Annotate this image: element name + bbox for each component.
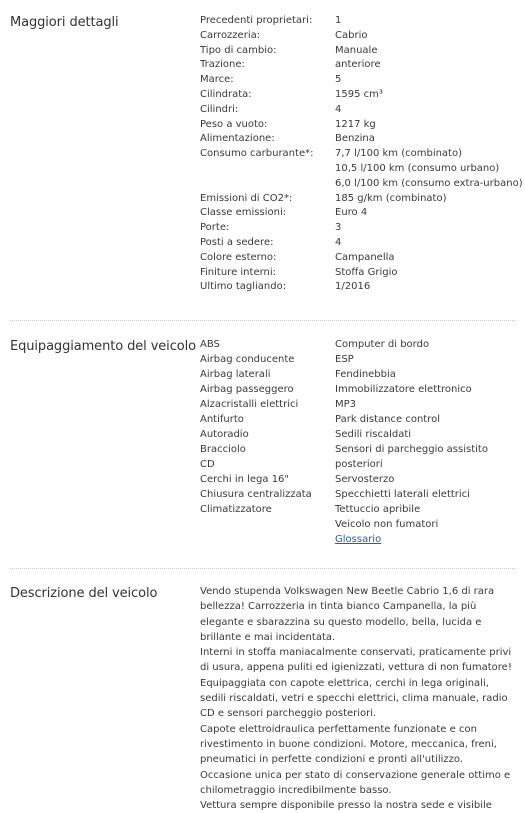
equipment-item: Sedili riscaldati: [335, 429, 412, 440]
equipment-item: MP3: [335, 399, 357, 410]
detail-value: 4: [335, 237, 342, 248]
description-paragraph: Vettura sempre disponibile presso la nostra sede e visibile: [200, 800, 492, 812]
equipment-item: Tettuccio apribile: [335, 504, 421, 515]
detail-label: Precedenti proprietari:: [200, 15, 313, 26]
detail-value: Stoffa Grigio: [335, 266, 398, 278]
equipment-item: Climatizzatore: [200, 504, 272, 515]
detail-value: 185 g/km (combinato): [335, 192, 447, 204]
detail-label: Tipo di cambio:: [200, 44, 277, 56]
detail-value: Manuale: [335, 44, 378, 56]
detail-value: 1: [335, 15, 342, 26]
equipment-item: Airbag passeggero: [200, 384, 294, 395]
equipment-item: Computer di bordo: [335, 339, 430, 350]
equipment-item: posteriori: [335, 459, 383, 470]
detail-label: Consumo carburante*:: [200, 148, 314, 160]
details-section-title: Maggiori dettagli: [10, 15, 119, 30]
equipment-item: Alzacristalli elettrici: [200, 399, 299, 410]
detail-value: 5: [335, 74, 342, 86]
equipment-item: Chiusura centralizzata: [200, 489, 312, 500]
detail-value: Euro 4: [335, 207, 368, 219]
description-paragraph: Equipaggiata con capote elettrica, cerchi in lega originali, sedili riscaldati, vetri e specchi elettrici, clima manuale, radio CD e sensori parcheggio posteriori.: [200, 677, 508, 720]
detail-value: 7,7 l/100 km (combinato): [335, 148, 462, 160]
detail-value: Campanella: [335, 251, 395, 263]
detail-label: Ultimo tagliando:: [200, 281, 287, 293]
equipment-item: Specchietti laterali elettrici: [335, 489, 470, 500]
equipment-item: Antifurto: [200, 414, 244, 425]
equipment-item: Cerchi in lega 16": [200, 474, 290, 485]
detail-value: 10,5 l/100 km (consumo urbano): [335, 163, 500, 174]
detail-value: 4: [335, 103, 342, 115]
equipment-item: ABS: [200, 339, 220, 350]
equipment-item: Autoradio: [200, 429, 249, 440]
detail-label: Cilindrata:: [200, 89, 252, 100]
equipment-item: Servosterzo: [335, 474, 395, 485]
detail-value: 3: [335, 222, 342, 234]
detail-value: 6,0 l/100 km (consumo extra-urbano): [335, 177, 523, 189]
equipment-item: ESP: [335, 354, 354, 365]
equipment-section-title: Equipaggiamento del veicolo: [10, 339, 196, 354]
glossary-link[interactable]: Glossario: [335, 534, 382, 545]
equipment-item: Park distance control: [335, 414, 441, 425]
vehicle-description: [200, 584, 518, 813]
detail-label: Colore esterno:: [200, 251, 277, 263]
detail-value: Cabrio: [335, 29, 368, 41]
equipment-item: Immobilizzatore elettronico: [335, 384, 472, 395]
description-section-title: Descrizione del veicolo: [10, 586, 158, 601]
description-paragraph: Occasione unica per stato di conservazione generale ottimo e chilometraggio incredibilmente basso.: [200, 769, 511, 796]
equipment-item: Airbag conducente: [200, 354, 295, 365]
detail-label: Classe emissioni:: [200, 207, 287, 219]
description-paragraph: Vendo stupenda Volkswagen New Beetle Cabrio 1,6 di rara bellezza! Carrozzeria in tinta bianco Campanella, la più elegante e sbarazzina su questo modello, bella, lucida e brillante e mai incidentata.: [200, 586, 495, 643]
equipment-item: Veicolo non fumatori: [335, 519, 439, 530]
detail-label: Cilindri:: [200, 103, 239, 115]
equipment-item: CD: [200, 459, 215, 470]
equipment-item: Sensori di parcheggio assistito: [335, 444, 488, 455]
detail-value: anteriore: [335, 59, 381, 71]
equipment-item: Airbag laterali: [200, 369, 271, 380]
equipment-column-right: [335, 337, 488, 547]
detail-label: Porte:: [200, 222, 230, 234]
equipment-item: Fendinebbia: [335, 369, 396, 380]
detail-value: 1217 kg: [335, 118, 376, 130]
section-divider: [10, 320, 515, 321]
detail-value: Benzina: [335, 133, 375, 145]
detail-label: Peso a vuoto:: [200, 118, 268, 130]
detail-label: Alimentazione:: [200, 133, 275, 145]
detail-value: 1595 cm³: [335, 89, 383, 100]
detail-value: 1/2016: [335, 281, 371, 293]
detail-label: Emissioni di CO2*:: [200, 192, 293, 204]
section-divider: [10, 568, 515, 569]
detail-label: Carrozzeria:: [200, 29, 261, 41]
detail-label: Posti a sedere:: [200, 237, 274, 248]
detail-label: Finiture interni:: [200, 266, 277, 278]
description-paragraph: Interni in stoffa maniacalmente conservati, praticamente privi di usura, appena puliti ed igienizzati, vettura di non fumatore!: [200, 647, 512, 674]
equipment-item: Bracciolo: [200, 444, 246, 455]
equipment-column-left: [200, 337, 312, 517]
detail-label: Trazione:: [200, 59, 245, 71]
detail-label: Marce:: [200, 74, 234, 86]
description-paragraph: Capote elettroidraulica perfettamente funzionate e con rivestimento in buone condizioni. Motore, meccanica, freni, pneumatici in perfette condizioni e pronti all'utilizzo.: [200, 723, 497, 766]
